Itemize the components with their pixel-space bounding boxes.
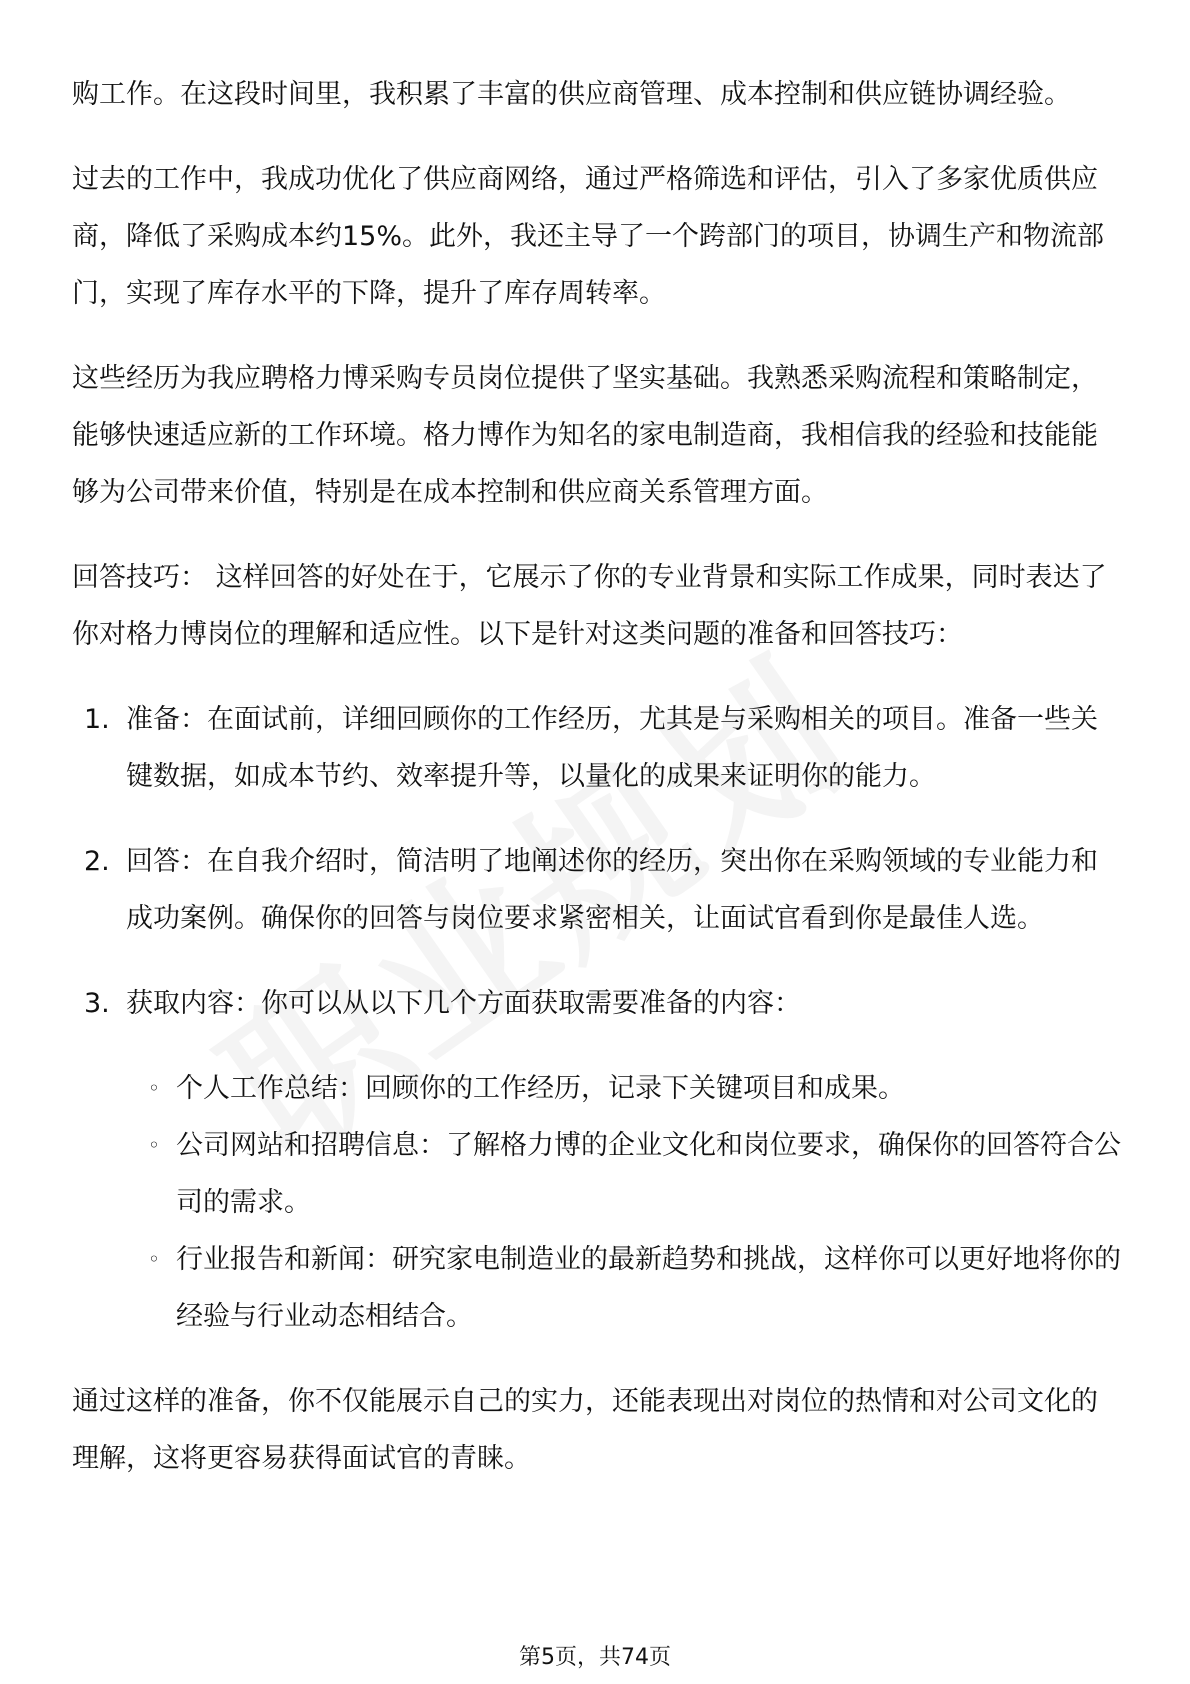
list-item [72, 691, 1122, 805]
list-item-number: 3. [84, 988, 110, 1019]
list-item-number: 2. [84, 846, 110, 877]
list-item-text: 获取内容：你可以从以下几个方面获取需要准备的内容： [126, 988, 801, 1019]
page-footer: 第5页，共74页 [519, 1645, 671, 1670]
sub-list-item-text: 公司网站和招聘信息：了解格力博的企业文化和岗位要求，确保你的回答符合公司的需求。 [176, 1130, 1121, 1218]
sub-list-item [126, 1117, 1122, 1231]
list-item-number: 1. [84, 704, 110, 735]
paragraph-answer-tips: 回答技巧： 这样回答的好处在于，它展示了你的专业背景和实际工作成果，同时表达了你对格力博岗位的理解和适应性。以下是针对这类问题的准备和回答技巧： [72, 562, 1107, 650]
list-item-text: 回答：在自我介绍时，简洁明了地阐述你的经历，突出你在采购领域的专业能力和成功案例。确保你的回答与岗位要求紧密相关，让面试官看到你是最佳人选。 [126, 846, 1098, 934]
document-body [72, 66, 1122, 1515]
sub-list-item [126, 1060, 1122, 1117]
hollow-bullet-icon: ◦ [148, 1133, 160, 1157]
list-item [72, 975, 1122, 1345]
sub-list-item [126, 1231, 1122, 1345]
sub-list-item-text: 个人工作总结：回顾你的工作经历，记录下关键项目和成果。 [176, 1073, 905, 1104]
paragraph-conclusion: 通过这样的准备，你不仅能展示自己的实力，还能表现出对岗位的热情和对公司文化的理解，这将更容易获得面试官的青睐。 [72, 1386, 1098, 1474]
list-item [72, 833, 1122, 947]
sub-list-item-text: 行业报告和新闻：研究家电制造业的最新趋势和挑战，这样你可以更好地将你的经验与行业动态相结合。 [176, 1244, 1121, 1332]
tips-list [72, 691, 1122, 1345]
paragraph-fit: 这些经历为我应聘格力博采购专员岗位提供了坚实基础。我熟悉采购流程和策略制定，能够快速适应新的工作环境。格力博作为知名的家电制造商，我相信我的经验和技能能够为公司带来价值，特别是在成本控制和供应商关系管理方面。 [72, 363, 1098, 508]
hollow-bullet-icon: ◦ [148, 1076, 160, 1100]
hollow-bullet-icon: ◦ [148, 1247, 160, 1271]
list-item-text: 准备：在面试前，详细回顾你的工作经历，尤其是与采购相关的项目。准备一些关键数据，如成本节约、效率提升等，以量化的成果来证明你的能力。 [126, 704, 1098, 792]
sub-list [126, 1060, 1122, 1345]
paragraph-achievements: 过去的工作中，我成功优化了供应商网络，通过严格筛选和评估，引入了多家优质供应商，降低了采购成本约15%。此外，我还主导了一个跨部门的项目，协调生产和物流部门，实现了库存水平的下降，提升了库存周转率。 [72, 164, 1105, 309]
paragraph-experience-summary: 购工作。在这段时间里，我积累了丰富的供应商管理、成本控制和供应链协调经验。 [72, 79, 1071, 110]
